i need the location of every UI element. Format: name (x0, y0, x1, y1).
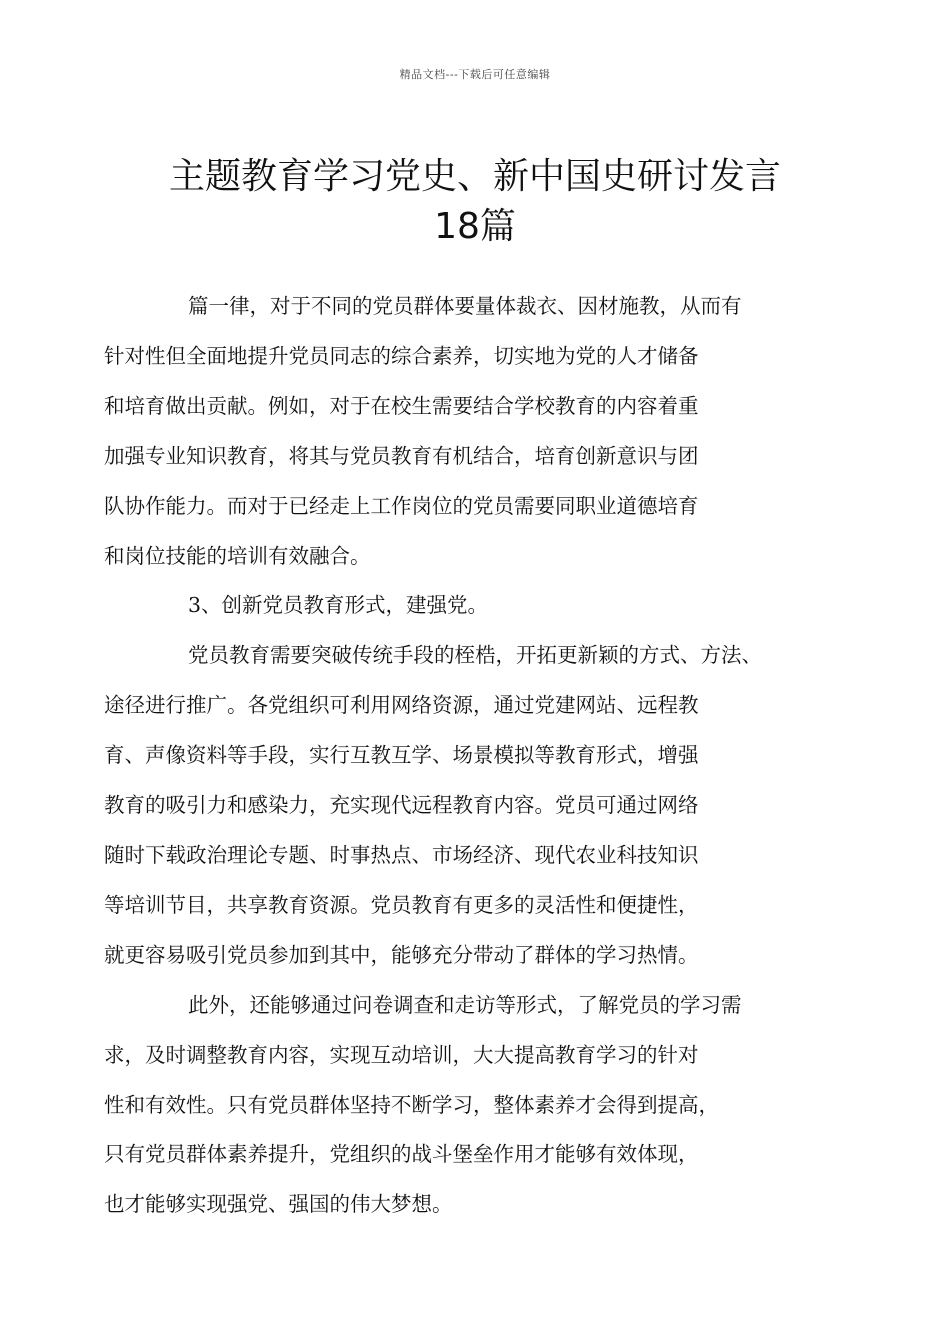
paragraph-line: 针对性但全面地提升党员同志的综合素养，切实地为党的人才储备 (104, 343, 699, 368)
paragraph-4 (104, 981, 830, 1231)
title-line-2: 18篇 (434, 206, 516, 248)
header-note: 精品文档---下载后可任意编辑 (399, 68, 551, 81)
paragraph-line: 就更容易吸引党员参加到其中，能够充分带动了群体的学习热情。 (104, 942, 699, 967)
paragraph-line: 只有党员群体素养提升，党组织的战斗堡垒作用才能够有效体现， (104, 1142, 699, 1167)
paragraph-line: 性和有效性。只有党员群体坚持不断学习，整体素养才会得到提高， (104, 1092, 719, 1117)
paragraph-1 (104, 282, 830, 581)
paragraph-line: 教育的吸引力和感染力，充实现代远程教育内容。党员可通过网络 (104, 793, 699, 818)
paragraph-line: 篇一律，对于不同的党员群体要量体裁衣、因材施教，从而有 (188, 294, 742, 318)
paragraph-line: 3、创新党员教育形式，建强党。 (188, 593, 489, 618)
paragraph-line: 随时下载政治理论专题、时事热点、市场经济、现代农业科技知识 (104, 842, 699, 867)
paragraph-line: 加强专业知识教育，将其与党员教育有机结合，培育创新意识与团 (104, 443, 699, 468)
paragraph-line: 育、声像资料等手段，实行互教互学、场景模拟等教育形式，增强 (104, 743, 699, 768)
paragraph-line: 和岗位技能的培训有效融合。 (104, 543, 371, 568)
paragraph-line: 求，及时调整教育内容，实现互动培训，大大提高教育学习的针对 (104, 1042, 699, 1067)
title-line-1: 主题教育学习党史、新中国史研讨发言 (168, 156, 781, 198)
paragraph-line: 等培训节目，共享教育资源。党员教育有更多的灵活性和便捷性， (104, 892, 699, 917)
paragraph-3 (104, 631, 830, 980)
paragraph-line: 党员教育需要突破传统手段的桎梏，开拓更新颖的方式、方法、 (188, 643, 762, 668)
paragraph-line: 途径进行推广。各党组织可利用网络资源，通过党建网站、远程教 (104, 693, 699, 718)
paragraph-2 (146, 581, 830, 631)
paragraph-line: 队协作能力。而对于已经走上工作岗位的党员需要同职业道德培育 (104, 493, 699, 518)
page-title (90, 152, 860, 252)
document-body (104, 282, 830, 1230)
paragraph-line: 此外，还能够通过问卷调查和走访等形式，了解党员的学习需 (188, 992, 742, 1017)
paragraph-line: 也才能够实现强党、强国的伟大梦想。 (104, 1192, 453, 1217)
paragraph-line: 和培育做出贡献。例如，对于在校生需要结合学校教育的内容着重 (104, 393, 699, 418)
